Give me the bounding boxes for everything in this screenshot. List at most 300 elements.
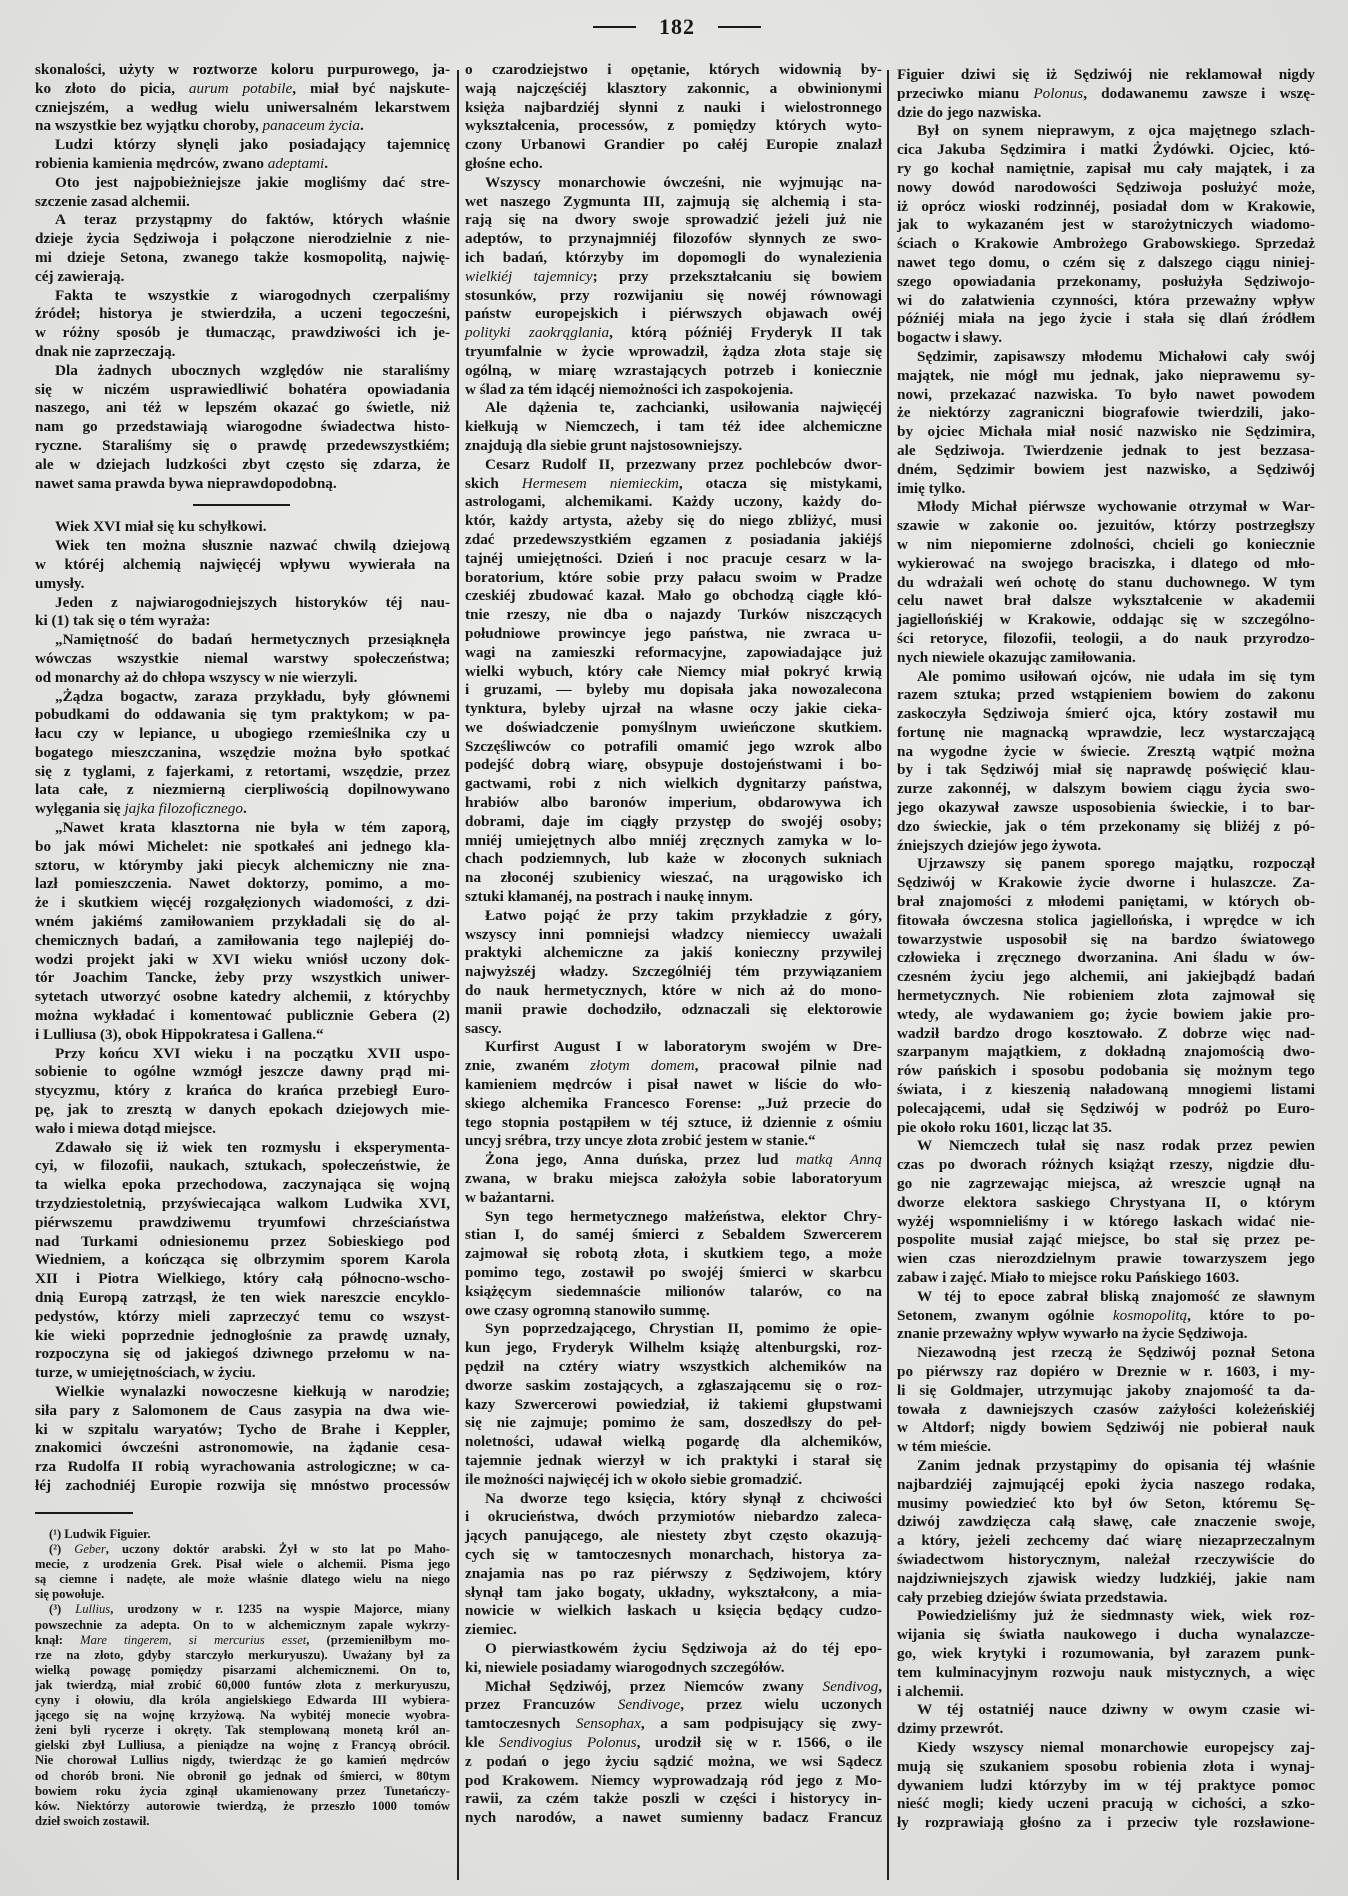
text-line: ściach o Krakowie Ambrożego Grabowskiego. Sprzedaż [897, 235, 1315, 253]
text-line: na wygodne życie w świecie. Zresztą wątpić można [897, 742, 1315, 760]
text-line: się w niczém usprawiedliwić bohatéra opowiadania [35, 380, 450, 398]
text-line: i Lulliusa (3), obok Hippokratesa i Gallena.“ [35, 1025, 324, 1043]
text-line: XII i Piotra Wielkiego, który całą północno-wscho- [35, 1270, 450, 1288]
text-line: nad Turkami odniesionemu przez Sobieskiego pod [35, 1232, 450, 1250]
paragraph [897, 498, 1315, 667]
text-line: pędził na cztéry wiatry wszystkich alchemików na [465, 1357, 882, 1375]
paragraph [897, 1344, 1315, 1457]
text-line: Cesarz Rudolf II, przezwany przez pochlebców dwor- [485, 455, 882, 473]
text-run: knął: [35, 1632, 81, 1647]
text-run: . [242, 800, 247, 818]
text-line: zwana, w braku miejsca założyła sobie laboratoryum [465, 1170, 882, 1188]
text-line: na złoconéj szubienicy wieszać, na urągowisko ich [465, 869, 882, 887]
text-line: Sędzimir, zapisawszy młodemu Michałowi cały swój [917, 347, 1315, 365]
text-line: źródeł; historya je stwierdziła, a uczeni tegocześni, [35, 305, 450, 323]
column-divider-1 [457, 70, 459, 1880]
text-line: pie około roku 1601, licząc lat 35. [897, 1118, 1112, 1136]
text-line: księża najbardziéj słynni z nauki i wielostronnego [465, 98, 882, 116]
text-line: od chorób broni. Nie obronił go jednak od śmierci, w 80tym [35, 1768, 450, 1783]
text-line: Wiek XVI miał się ku schyłkowi. [55, 518, 267, 536]
text-line: jagiellońskiéj w Krakowie, oddając się w szczególno- [897, 611, 1315, 629]
text-line: Syn poprzedzającego, Chrystian II, pomimo że opie- [485, 1320, 882, 1338]
italic-text: kosmopolitą [1112, 1306, 1188, 1324]
text-run: przeciwko mianu [897, 84, 1034, 102]
text-line: najwyższéj władzy. Szczególniéj tém przywiązaniem [465, 963, 882, 981]
text-line: znanie przeważny wpływ wywarło na życie Sędziwoja. [897, 1325, 1248, 1343]
text-line: wszyscy inni pomniejsi władzcy niemieccy uważali [465, 925, 882, 943]
paragraph [465, 1320, 882, 1489]
text-line: umysły. [35, 574, 85, 592]
italic-text: Polonus [1033, 84, 1084, 102]
text-line: Jeden z najwiarogodniejszych historyków téj nau- [55, 593, 450, 611]
footnotes [35, 1527, 450, 1829]
text-line: céj zawierają. [35, 267, 125, 285]
text-line: ryczne. Staraliśmy się o prawdę przedewszystkiém; [35, 436, 450, 454]
italic-text: Hermesem niemieckim [521, 474, 679, 492]
text-line [465, 1696, 882, 1715]
paragraph [35, 819, 450, 1045]
text-line: Ale pomimo usiłowań ojców, nie udała im się tym [917, 667, 1315, 685]
text-line: tnie rzeszy, nie dba o najazdy Turków niszczących [465, 606, 882, 624]
paragraph [897, 1607, 1315, 1701]
text-line: cyi, w filozofii, naukach, sztukach, społeczeństwie, że [35, 1157, 450, 1175]
text-line: zdać przedewszystkiém egzamen z posiadania jakiéjś [465, 530, 882, 548]
paragraph [35, 631, 450, 687]
text-line: szawie w zakonie oo. jezuitów, którzy postrzegłszy [897, 517, 1315, 535]
text-line: szarpanym majątkiem, z dokładną znajomością dwo- [897, 1043, 1315, 1061]
text-line: ta wielka epoka przechodowa, zaczynająca się wojną [35, 1176, 450, 1194]
text-line: się z tyglami, z fajerkami, z retortami, wszędzie, przez [35, 762, 450, 780]
text-line: Sędziwój w Krakowie życie dworne i hulaszcze. Za- [897, 874, 1315, 892]
text-line: ki w szpitalu waryatów; Tycho de Brahe i Keppler, [35, 1420, 450, 1438]
text-line: ile możności najwięcéj ich w około siebie gromadzić. [465, 1470, 803, 1488]
text-line: W téj ostatniéj nauce dziwny w owym czasie wi- [917, 1701, 1315, 1719]
paragraph [35, 362, 450, 494]
text-line: rawii, za czém także poszli w części i historycy in- [465, 1790, 882, 1808]
page-number-header [593, 12, 761, 42]
text-line: dywaniem ludzi którzyby im w téj praktyce pomoc [897, 1776, 1315, 1794]
text-line: Niezawodną jest rzeczą że Sędziwój poznał Setona [917, 1344, 1315, 1362]
text-line: dnak nie zaprzeczają. [35, 342, 176, 360]
text-line: powszechnie za adepta. On to w alchemicznym zapale wykrzy- [35, 1617, 450, 1632]
italic-text: jajka filozoficznego [124, 800, 243, 818]
text-line: dzie do jego nazwiska. [897, 103, 1042, 121]
text-line: człowieka i zręcznego dworzanina. Ani śladu w ów- [897, 949, 1315, 967]
paragraph [35, 518, 450, 537]
italic-text: Geber [74, 1542, 106, 1557]
text-line: dzieł swoich zostawił. [35, 1813, 150, 1828]
text-line [35, 1633, 450, 1648]
text-line: w ślad za tém idącéj niemożności ich zaspokojenia. [465, 380, 794, 398]
text-run: Żona jego, Anna duńska, przez lud [485, 1151, 796, 1169]
text-line: skiego alchemika Francesco Forense: „Już przecie do [465, 1094, 882, 1112]
text-line: czesném życiu jego alchemii, ani jakiejbądź badań [897, 968, 1315, 986]
text-run: . [324, 154, 329, 172]
text-line: czeskiéj zbudować kazał. Mało go obchodzą ciągłe kłó- [465, 587, 882, 605]
text-run: (²) [49, 1542, 75, 1557]
text-line: wadził bardzo drogo kosztowało. Z dobrze więc nad- [897, 1024, 1315, 1042]
text-run: , przez wielu uczonych [680, 1696, 882, 1714]
text-line: rają się na dwory swoje sprowadzić jeżeli już nie [465, 211, 882, 229]
italic-text: polityki zaokrąglania [465, 324, 610, 342]
text-line: sztoru, w którymby jaki piecyk alchemiczny nie zna- [35, 856, 450, 874]
text-line: wają najczęściéj klasztory zakonnic, a obwinionymi [465, 79, 882, 97]
text-run: , urodził się w r. 1566, o ile [636, 1733, 882, 1751]
text-line: razem sztuka; przed wstąpieniem bowiem do zakonu [897, 686, 1315, 704]
text-line: dzieje życia Sędziwoja i połączone nierodzielnie z nie- [35, 230, 450, 248]
paragraph [897, 348, 1315, 498]
paragraph [35, 688, 450, 820]
paragraph [35, 136, 450, 174]
text-line [465, 324, 882, 343]
paragraph [465, 1490, 882, 1640]
text-line: ści retoryce, filozofii, teologii, a do nauk przyrodzo- [897, 629, 1315, 647]
text-line: piérwszemu prawdziwemu tryumfowi chrześciaństwa [35, 1213, 450, 1231]
text-run: , uczony doktór arabski. Żył w sto lat po Maho- [105, 1542, 450, 1557]
text-line: świadectwom historycznym, należał rzeczywiście do [897, 1550, 1315, 1568]
text-line: że niektórzy zagraniczni biografowie twierdzili, jako- [897, 404, 1315, 422]
text-line: polecającemi, udał się Sędziwój w podróż po Euro- [897, 1099, 1315, 1117]
text-line: w któréj alchemią najwięcéj wpływu wywierała na [35, 555, 450, 573]
text-line: nowicie w wielkich łaskach u księcia będący cudzo- [465, 1602, 882, 1620]
italic-text: złotym domem [590, 1057, 695, 1075]
text-line: by i tak Sędziwój miał się naprawdę poświęcić klau- [897, 761, 1315, 779]
text-line: któr, każdy artysta, ażeby się do niego zbliżyć, musi [465, 512, 882, 530]
text-line: sobienie to ogólne wzmógł jeszcze dawny prąd mi- [35, 1063, 450, 1081]
paragraph [465, 1640, 882, 1678]
text-line: tryumfalnie w życie wprowadził, żądza złota staje się [465, 342, 882, 360]
column-3 [897, 66, 1315, 1833]
italic-text: Sensophax [575, 1715, 641, 1733]
text-line: turze, w umiejętnościach, w życiu. [35, 1364, 256, 1382]
text-line: książęcym siedemnaście milionów talarów, co na [465, 1282, 882, 1300]
text-line: nych narodów, a nawet sumienny badacz Francuz [465, 1809, 882, 1827]
text-line: Ale dążenia te, zachcianki, usiłowania najwięcéj [485, 399, 882, 417]
text-line: późniéj miała na jego życie i stała się dlań źródłem [897, 310, 1315, 328]
text-line: „Nawet krata klasztorna nie była w tém zaporą, [55, 819, 450, 837]
text-line: źniejszych dziejów jego żywota. [897, 836, 1102, 854]
text-line: zabaw i zajęć. Miało to miejsce roku Pańskiego 1603. [897, 1269, 1240, 1286]
text-line [465, 268, 882, 287]
text-run: , (przemieniłbym mo- [306, 1632, 450, 1647]
text-line: towała z dawniejszych czasów zażyłości koleżeńskiéj [897, 1400, 1315, 1418]
text-line: go nie zagrzewając miejsca, aż wreszcie ugnął na [897, 1175, 1315, 1193]
text-line: głośne echo. [465, 154, 543, 172]
text-line: wném jakiémś zamiłowaniem przykładali się do al- [35, 913, 450, 931]
text-line: sascy. [465, 1019, 502, 1037]
text-line: jego okazywał zawsze usposobienia świeckie, i to bar- [897, 799, 1315, 817]
text-line [465, 1715, 882, 1734]
text-line: W Niemczech tułał się nasz rodak przez pewien [917, 1137, 1315, 1155]
footnote [35, 1527, 450, 1542]
text-line: Oto jest najpobieżniejsze jakie mogliśmy dać stre- [55, 173, 450, 191]
text-line: po piérwszy raz dopiéro w Dreznie w r. 1603, i my- [897, 1362, 1315, 1380]
text-line: nych niewiele okazując zamiłowania. [897, 648, 1136, 666]
text-line [465, 1151, 882, 1170]
text-line: brał znajomości z młodemi paniętami, w których ob- [897, 893, 1315, 911]
text-line: słynął tam jako bogaty, układny, wykształcony, a mia- [465, 1583, 882, 1601]
header-dash-left [593, 26, 636, 28]
text-line: siła pary z Salomonem de Caus zasypia na dwa wie- [35, 1401, 450, 1419]
header-dash-right [718, 26, 761, 28]
text-line: we doświadczenie pomyślnym uwieńczone skutkiem. [465, 718, 882, 736]
text-line: zaskoczyła Sędziwoja śmierć ojca, który zostawił mu [897, 705, 1315, 723]
column-1 [35, 61, 450, 1496]
paragraph [897, 1288, 1315, 1344]
text-line: lata całe, z niezmierną cierpliwością dopilnowywano [35, 781, 450, 799]
text-line: bowiem roku życia zginął ukamienowany przez Tunetańczy- [35, 1783, 450, 1798]
text-run: Setonem, zwanym ogólnie [897, 1306, 1113, 1324]
text-line: rów pańskich i sposobu podobania się możnym tego [897, 1062, 1315, 1080]
text-run: , dodawanemu zawsze i wszę- [1083, 84, 1316, 102]
paragraph [897, 855, 1315, 1137]
text-line: znajdują dla siebie grunt najstosowniejszy. [465, 436, 743, 454]
text-line: Był on synem nieprawym, z ojca majętnego szlach- [917, 122, 1315, 140]
text-line: stosunków, przy rozwijaniu się nowéj równowagi [465, 286, 882, 304]
text-line [35, 80, 450, 99]
text-line: wet naszego Zygmunta III, zajmują się alchemią i sta- [465, 192, 882, 210]
text-line [35, 155, 450, 174]
text-line: podejść dobrą wiarę, obsypuje dostojeństwami i bo- [465, 756, 882, 774]
text-line: Szczęśliwców co potrafili omamić jego wzrok albo [465, 737, 882, 755]
text-line: wtedy, ale wydawaniem go; życie bowiem jakie pro- [897, 1005, 1315, 1023]
text-line: ki (1) tak się o tém wyraża: [35, 612, 211, 630]
text-line: i okrucieństwa, dwóch przymiotów niebardzo zaleca- [465, 1508, 882, 1526]
text-line: cych się w tamtoczesnych monarchach, historya za- [465, 1545, 882, 1563]
paragraph [465, 907, 882, 1039]
text-line: mniéj umiejętnych albo mniéj zręcznych zamyka w lo- [465, 831, 882, 849]
text-run: (³) [49, 1602, 76, 1617]
text-line: wielki wybuch, który całe Niemcy miał pokryć krwią [465, 662, 882, 680]
text-line [35, 117, 450, 136]
text-line: Ludzi którzy słynęli jako posiadający tajemnicę [55, 136, 450, 154]
text-line: są ciemne i nadęte, ale może właśnie dlatego wielu na niego [35, 1572, 450, 1587]
text-line: jak to wykazaném jest w starożytniczych wiadomo- [897, 216, 1315, 234]
text-line: praktyki alchemiczne za jakiś konieczny przywilej [465, 944, 882, 962]
text-line: Wielkie wynalazki nowoczesne kiełkują w narodzie; [55, 1382, 450, 1400]
text-line: dzo świeckie, jak o tém przekonamy się bliżéj z pó- [897, 817, 1315, 835]
text-line: jących panującego, ale niestety zbyt często okazują- [465, 1527, 882, 1545]
text-line: tynktura, byleby ujrzał na własne oczy jakie cieka- [465, 700, 882, 718]
text-line: celu nawet brał dalsze wykształcenie w akademii [897, 592, 1315, 610]
text-run: ; przy przekształcaniu się bowiem [592, 267, 882, 285]
text-line: najdziwniejszych zjawisk wiedzy ludzkiéj, jakie nam [897, 1569, 1315, 1587]
text-line: Na dworze tego księcia, który słynął z chciwości [485, 1489, 882, 1507]
text-run: skich [465, 474, 522, 492]
text-line: zurze zakonnéj, w dalszym bowiem ciągu życia swo- [897, 780, 1315, 798]
text-line: gielski zbył Lulliusa, a pieniądze na wojnę z Francyą obrócił. [35, 1738, 450, 1753]
text-line: noletności, udawał wielką pogardę dla alchemików, [465, 1433, 882, 1451]
text-line: ale Sędziwoja. Twierdzenie jednak to jest bezzasa- [897, 441, 1315, 459]
text-line: nowi, przekazać nazwiska. To było nawet powodem [897, 385, 1315, 403]
text-line: pomimo tego, zostawił po swojéj śmierci w skarbcu [465, 1264, 882, 1281]
text-line: szczenie zasad alchemii. [35, 192, 190, 210]
text-line: bogactw i sławy. [897, 329, 1003, 347]
text-run: znie, zwaném [465, 1057, 591, 1075]
text-line: ków. Niektórzy autorowie twierdzą, że przeszło 1000 tomów [35, 1798, 450, 1813]
text-line [897, 85, 1315, 104]
text-line: a który, jeżeli zechcemy dać wiarę niezaprzeczalnym [897, 1532, 1315, 1550]
text-line: adeptów, to przynajmniéj filozofów słynnych ze swo- [465, 230, 882, 248]
text-run: przez Francuzów [465, 1696, 618, 1714]
text-line: ki, niewiele posiadamy wiarogodnych szczegółów. [465, 1658, 785, 1676]
italic-text: Lullius [75, 1602, 111, 1617]
text-line: rozpoczyna się od jakiegoś dziwnego przełomu w na- [35, 1345, 450, 1363]
text-line [465, 1678, 882, 1697]
text-line: się nie zajmuje; pomimo że sam, doszedłszy do peł- [465, 1414, 882, 1432]
text-run: robienia kamienia mędrców, zwano [35, 154, 268, 172]
text-line: mi dzieje Setona, zwanego także kosmopolitą, najwię- [35, 248, 450, 266]
text-line: dziwój zawdzięcza całą sławę, całe znaczenie swoje, [897, 1513, 1315, 1531]
text-line: kamieniem mędrców i pisał nawet w liście do wło- [465, 1076, 882, 1094]
text-line: znajamia nas po raz piérwszy z Sędziwojem, który [465, 1564, 882, 1582]
text-line: dnią Europą zatrząsł, że ten wiek nareszcie encyklo- [35, 1289, 450, 1306]
text-line: Fakta te wszystkie z wiarogodnych czerpaliśmy [55, 286, 450, 304]
text-run: , miał być najskute- [292, 79, 450, 97]
text-line: ziemiec. [465, 1621, 517, 1639]
text-line: sytetach utworzyć osobne katedry alchemii, z którychby [35, 988, 450, 1006]
text-line: jak twierdzą, miał zrobić 60,000 funtów złota z merkuryuszu, [35, 1677, 450, 1692]
paragraph [465, 456, 882, 907]
text-line: Młody Michał piérwsze wychowanie otrzymał w War- [917, 498, 1315, 516]
text-run: na wszystkie bez wyjątku choroby, [35, 117, 263, 135]
text-line: wało i miewa dotąd miejsce. [35, 1119, 216, 1137]
paragraph [35, 1045, 450, 1139]
text-line: o czarodziejstwo i opętanie, których widownią by- [465, 61, 882, 78]
text-line: pobudkami do oddawania się tym praktykom; w pa- [35, 706, 450, 724]
text-line: by ojciec Michała miał nosić nazwisko nie Sędzimira, [897, 423, 1315, 441]
text-line: Figuier dziwi się iż Sędziwój nie reklamował nigdy [897, 66, 1315, 83]
text-line: rze na złoto, gdyby starczyło merkuryuszu). Uważany był za [35, 1647, 450, 1662]
text-line: w różny sposób je tłumacząc, prawdziwości ich je- [35, 324, 450, 342]
paragraph [465, 1208, 882, 1321]
text-line: kun jego, Fryderyk Wilhelm książę altenburgski, roz- [465, 1339, 882, 1357]
paragraph [897, 1739, 1315, 1833]
paragraph [35, 1139, 450, 1383]
text-line: chemicznych badań, a zamiłowania tego najlepiéj do- [35, 931, 450, 949]
text-line: w tém mieście. [897, 1438, 992, 1456]
text-line: zajmował się robotą złota, i skutkiem tego, a może [465, 1245, 882, 1263]
paragraph [465, 61, 882, 174]
text-line: astrologami, alchemikami. Każdy uczony, każdy do- [465, 493, 882, 511]
text-run: . [359, 117, 364, 135]
page-number: 182 [659, 14, 695, 39]
text-line: czniejszém, a według wielu uniwersalném lekarstwem [35, 98, 450, 116]
text-line [35, 1602, 450, 1617]
column-2 [465, 61, 882, 1828]
text-line: trzydziestoletnią, przyświecająca walkom Ludwika XVI, [35, 1195, 450, 1213]
text-line: naszego, ani téż w lepszém okazać go świetle, niż [35, 399, 450, 417]
text-line: kie wieki poprzednie jednogłośnie za prawdę uznały, [35, 1326, 450, 1344]
paragraph [897, 1137, 1315, 1287]
text-line: tajnéj umiejętności. Dzień i noc pracuje cesarz w la- [465, 549, 882, 567]
text-line: hermetycznych. Nie robieniem złota zajmował się [897, 987, 1315, 1005]
paragraph [465, 399, 882, 455]
paragraph [897, 122, 1315, 348]
text-line: ale w dziejach ludzkości zbyt często się zdarza, że [35, 455, 450, 473]
text-line [35, 1542, 450, 1557]
text-line: nawet sama prawda bywa nieprawdopodobną. [35, 474, 337, 492]
text-line: południowe prowincye jego państwa, nie zwraca u- [465, 624, 882, 642]
text-line: wagi na zamieszki reformacyjne, zapowiadające już [465, 643, 882, 661]
text-line: hrabiów albo baronów imperium, obdarowywa ich [465, 794, 882, 812]
text-line: dobrami, daje im ciągły przystęp do swojéj osoby; [465, 812, 882, 830]
text-line: najbardziéj zajmującéj epoki życia naszego rodaka, [897, 1475, 1315, 1493]
paragraph [897, 1701, 1315, 1739]
text-line: W téj to epoce zabrał bliską znajomość ze sławnym [917, 1287, 1315, 1305]
text-line: Nie chorował Lullius nigdy, twierdząc że go kamień mędrców [35, 1753, 450, 1768]
paragraph [897, 668, 1315, 856]
italic-text: Sendivogius Polonus [498, 1733, 637, 1751]
text-line: czas po dworach różnych książąt rzeszy, nigdzie dłu- [897, 1156, 1315, 1174]
section-divider [193, 504, 290, 506]
text-line: mecie, z urodzenia Grek. Pisał wiele o alchemii. Pisma jego [35, 1557, 450, 1572]
text-run: tamtoczesnych [465, 1715, 576, 1733]
text-run: , urodzony w r. 1235 na wyspie Majorce, miany [110, 1602, 450, 1617]
text-line [897, 1307, 1315, 1326]
text-run: , [878, 1677, 882, 1695]
italic-text: aurum potabile [188, 79, 293, 97]
text-line: imię tylko. [897, 479, 966, 497]
text-line: sztuki kłamanéj, na postrach i naukę innym. [465, 888, 753, 906]
text-line: cały przebieg dziejów świata przedstawia. [897, 1588, 1168, 1606]
text-line: fitowała ówczesna stolica jagiellońska, i wprędce w ich [897, 911, 1315, 929]
italic-text: Sendivoge [617, 1696, 681, 1714]
text-line: owe czasy ogromną stanowiło summę. [465, 1301, 710, 1319]
text-line: „Żądza bogactw, zaraza przykładu, były głównemi [55, 687, 450, 705]
text-line: dném, Sędzimir bowiem jest nazwisko, a Sędziwój [897, 460, 1315, 478]
text-line: Dla żadnych ubocznych względów nie staraliśmy [55, 361, 450, 379]
text-line: od monarchy aż do chłopa wszyscy w nie wierzyli. [35, 668, 358, 686]
text-run: , którą późniéj Fryderyk II tak [609, 324, 882, 342]
text-line [465, 1057, 882, 1076]
text-line: można wykładać i komentować publicznie Gebera (2) [35, 1007, 450, 1025]
text-line: boratorium, które sobie przy pałacu swoim w Pradze [465, 568, 882, 586]
text-line [465, 1734, 882, 1753]
paragraph [897, 1457, 1315, 1607]
text-line: wi do załatwienia czynności, która przeważny wpływ [897, 291, 1315, 309]
text-line: Przy końcu XVI wieku i na początku XVII uspo- [55, 1044, 450, 1062]
paragraph [465, 1151, 882, 1207]
text-line: li się Goldmajer, utrzymując jakoby znajomość ta da- [897, 1381, 1315, 1399]
text-line: jącego się na wojnę krzyżową. Na wybitéj monecie wyobra- [35, 1708, 450, 1723]
text-line: nowy dowód narodowości Sędziwoja posłużyć może, [897, 178, 1315, 196]
text-line: tego stopnia postąpiłem w téj sztuce, iż dziennie z ośmiu [465, 1113, 882, 1131]
text-line: pedystów, którzy mieli zaprzeczyć temu co wszyst- [35, 1307, 450, 1325]
text-line: ry go kochał namiętnie, zapisał mu cały majątek, i za [897, 159, 1315, 177]
text-line: państw europejskich i piérwszych objawach owéj [465, 305, 882, 323]
text-line: wykierować na swojego braciszka, i dlatego od mło- [897, 554, 1315, 572]
text-line: Kurfirst August I w laboratorym swojém w Dre- [485, 1038, 882, 1056]
text-line: i alchemii. [897, 1682, 964, 1700]
paragraph [35, 594, 450, 632]
text-line: Ujrzawszy się panem sporego majątku, rozpoczął [917, 855, 1315, 873]
text-line: lazł pomieszczenia. Nawet doktorzy, pomimo, a mo- [35, 875, 450, 893]
italic-text: matką Anną [795, 1151, 882, 1169]
text-line: go, wiek krytyki i rozumowania, był zarazem punk- [897, 1644, 1315, 1662]
text-line: stycyzmu, który z krańca do krańca przebiegł Euro- [35, 1082, 450, 1100]
text-line: wówczas wszystkie niemal warstwy społeczeństwa; [35, 649, 450, 667]
paragraph [35, 174, 450, 212]
text-line: bo jak mówi Michelet: nie spotkałeś ani jednego kla- [35, 837, 450, 855]
text-line: cyny i ołowiu, dla króla angielskiego Edwarda III wybiera- [35, 1693, 450, 1708]
text-line: towarzystwie usposobił się na bardzo światowego [897, 930, 1315, 948]
text-line: Syn tego hermetycznego małżeństwa, elektor Chry- [485, 1207, 882, 1225]
text-line: wijania się światła naukowego i ducha wynalazcze- [897, 1626, 1315, 1644]
text-line: i gruzami, — byleby mu dopisała jaka nowozalecona [465, 681, 882, 699]
text-line: pę, jak to zresztą w danych epokach dziejowych mie- [35, 1101, 450, 1119]
text-run: wylęgania się [35, 800, 125, 818]
